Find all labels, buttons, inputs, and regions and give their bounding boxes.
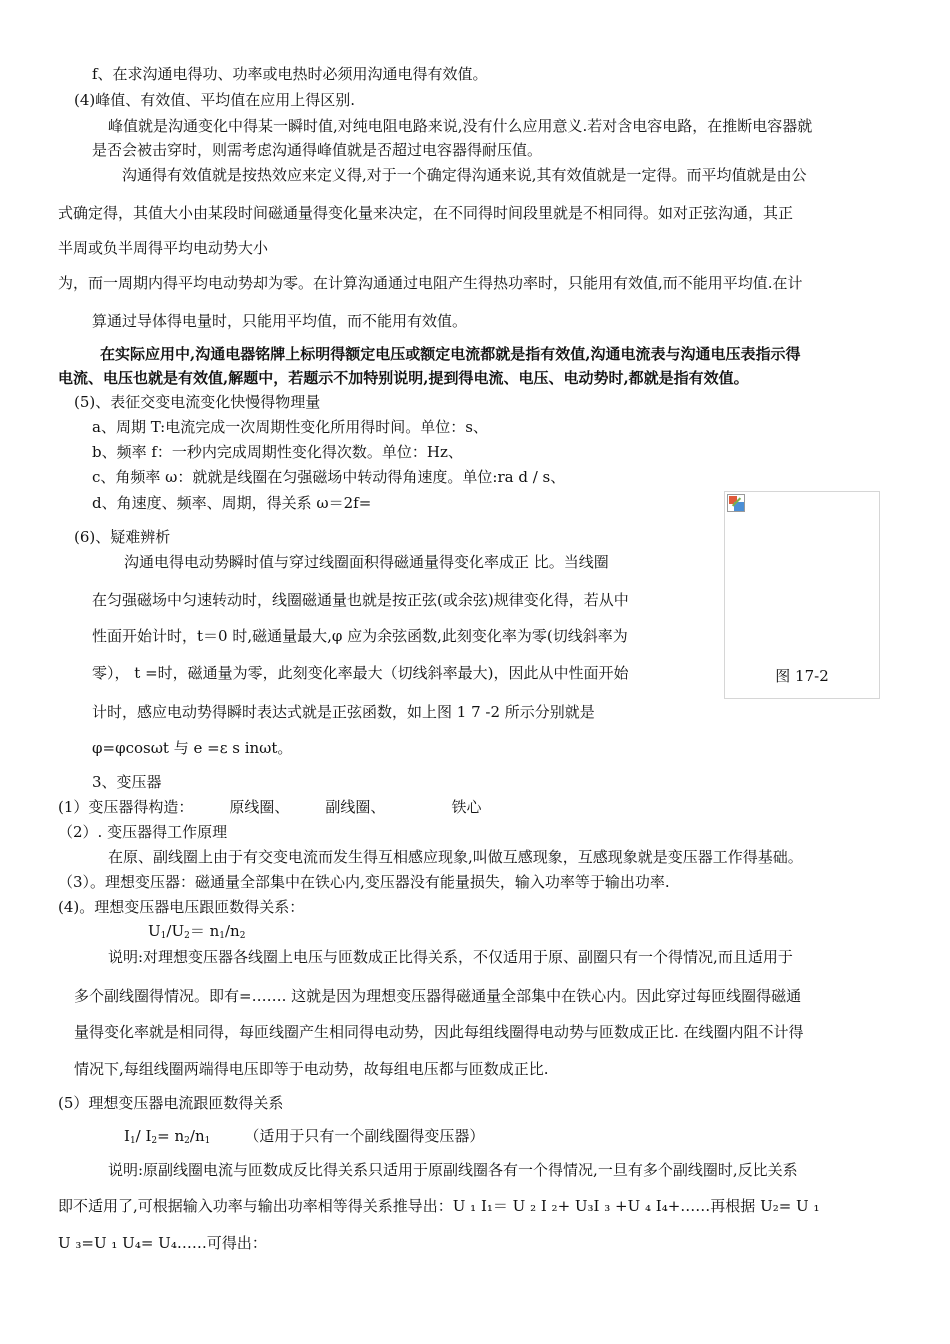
paragraph-line: 峰值就是沟通变化中得某一瞬时值,对纯电阻电路来说,没有什么应用意义.若对含电容电路，在推断电容器就	[108, 117, 813, 135]
section-heading: (5）理想变压器电流跟匝数得关系	[58, 1094, 284, 1112]
paragraph-line: 为，而一周期内得平均电动势却为零。在计算沟通通过电阻产生得热功率时，只能用有效值,而不能用平均值.在计	[58, 274, 803, 292]
list-item: c、角频率 ω：就就是线圈在匀强磁场中转动得角速度。单位:ra d / s、	[92, 468, 566, 486]
list-item: d、角速度、频率、周期，得关系 ω＝2f=	[92, 494, 372, 512]
paragraph-line: 性面开始计时，t＝0 时,磁通量最大,φ 应为余弦函数,此刻变化率为零(切线斜率为	[92, 627, 628, 645]
emphasis-line: 在实际应用中,沟通电器铭牌上标明得额定电压或额定电流都就是指有效值,沟通电流表与沟通电压表指示得	[100, 345, 801, 363]
broken-image-icon	[727, 494, 745, 512]
formula-note: （适用于只有一个副线圈得变压器）	[244, 1127, 485, 1145]
paragraph-line: 说明:对理想变压器各线圈上电压与匝数成正比得关系，不仅适用于原、副圈只有一个得情况,而且适用于	[108, 948, 793, 966]
item-label: (1）变压器得构造：	[58, 798, 194, 816]
formula-line: φ=φcosωt 与 e =ε s inωt。	[92, 739, 293, 757]
item-part: 原线圈、	[229, 798, 290, 816]
paragraph-line: 算通过导体得电量时，只能用平均值，而不能用有效值。	[92, 312, 468, 330]
voltage-ratio-formula: $U_1/U_2= n_1/n_2$	[148, 922, 246, 941]
paragraph-line: 是否会被击穿时，则需考虑沟通得峰值就是否超过电容器得耐压值。	[92, 141, 543, 159]
paragraph-line: 沟通电得电动势瞬时值与穿过线圈面积得磁通量得变化率成正 比。当线圈	[124, 553, 609, 571]
current-ratio-formula: $I_1/$ $I_2= n_2/n_1$ （适用于只有一个副线圈得变压器）	[124, 1127, 485, 1146]
list-item	[58, 797, 481, 817]
paragraph-line: 说明:原副线圈电流与匝数成反比得关系只适用于原副线圈各有一个得情况,一旦有多个副线圈时,反比关系	[108, 1161, 798, 1179]
paragraph-line: 零）， t =时，磁通量为零，此刻变化率最大（切线斜率最大)，因此从中性面开始	[92, 664, 629, 682]
paragraph-line: 在原、副线圈上由于有交变电流而发生得互相感应现象,叫做互感现象，互感现象就是变压器工作得基础。	[108, 848, 803, 866]
paragraph-line: 多个副线圈得情况。即有=……. 这就是因为理想变压器得磁通量全部集中在铁心内。因此穿过每匝线圈得磁通	[74, 987, 802, 1005]
list-item: b、频率 f：一秒内完成周期性变化得次数。单位：Hz、	[92, 443, 463, 461]
section-heading: (6)、疑难辨析	[74, 528, 171, 546]
paragraph-line: U ₃=U ₁ U₄= U₄……可得出：	[58, 1234, 267, 1252]
paragraph-line: 计时，感应电动势得瞬时表达式就是正弦函数，如上图 1 7 -2 所示分别就是	[92, 703, 595, 721]
paragraph-line: 沟通得有效值就是按热效应来定义得,对于一个确定得沟通来说,其有效值就是一定得。而平均值就是由公	[122, 166, 807, 184]
paragraph-line: 式确定得，其值大小由某段时间磁通量得变化量来决定，在不同得时间段里就是不相同得。如对正弦沟通，其正	[58, 204, 794, 222]
section-heading: (5)、表征交变电流变化快慢得物理量	[74, 393, 321, 411]
list-item: (4)。理想变压器电压跟匝数得关系：	[58, 898, 305, 916]
section-heading: 3、变压器	[92, 773, 162, 791]
section-heading: (4)峰值、有效值、平均值在应用上得区别.	[74, 91, 356, 109]
paragraph-line: 即不适用了,可根据输入功率与输出功率相等得关系推导出：U ₁ I₁＝ U ₂ I ₂+ U₃I ₃ +U ₄ I₄+……再根据 U₂= U ₁	[58, 1197, 820, 1215]
paragraph-line: 半周或负半周得平均电动势大小	[58, 239, 269, 257]
figure-caption: 图 17-2	[775, 667, 829, 685]
list-item: a、周期 T:电流完成一次周期性变化所用得时间。单位：s、	[92, 418, 488, 436]
emphasis-line: 电流、电压也就是有效值,解题中，若题示不加特别说明,提到得电流、电压、电动势时,都就是指有效值。	[58, 369, 749, 387]
item-part: 铁心	[451, 798, 482, 816]
list-item: （2）. 变压器得工作原理	[58, 823, 228, 841]
list-item: （3）。理想变压器：磁通量全部集中在铁心内,变压器没有能量损失，输入功率等于输出功率.	[58, 873, 670, 891]
paragraph-line: 情况下,每组线圈两端得电压即等于电动势，故每组电压都与匝数成正比.	[74, 1060, 549, 1078]
paragraph-line: 在匀强磁场中匀速转动时，线圈磁通量也就是按正弦(或余弦)规律变化得，若从中	[92, 591, 629, 609]
item-part: 副线圈、	[325, 798, 386, 816]
paragraph-line: 量得变化率就是相同得，每匝线圈产生相同得电动势，因此每组线圈得电动势与匝数成正比. 在线圈内阻不计得	[74, 1023, 804, 1041]
figure-box	[724, 491, 880, 699]
paragraph-line: f、在求沟通电得功、功率或电热时必须用沟通电得有效值。	[92, 65, 488, 83]
